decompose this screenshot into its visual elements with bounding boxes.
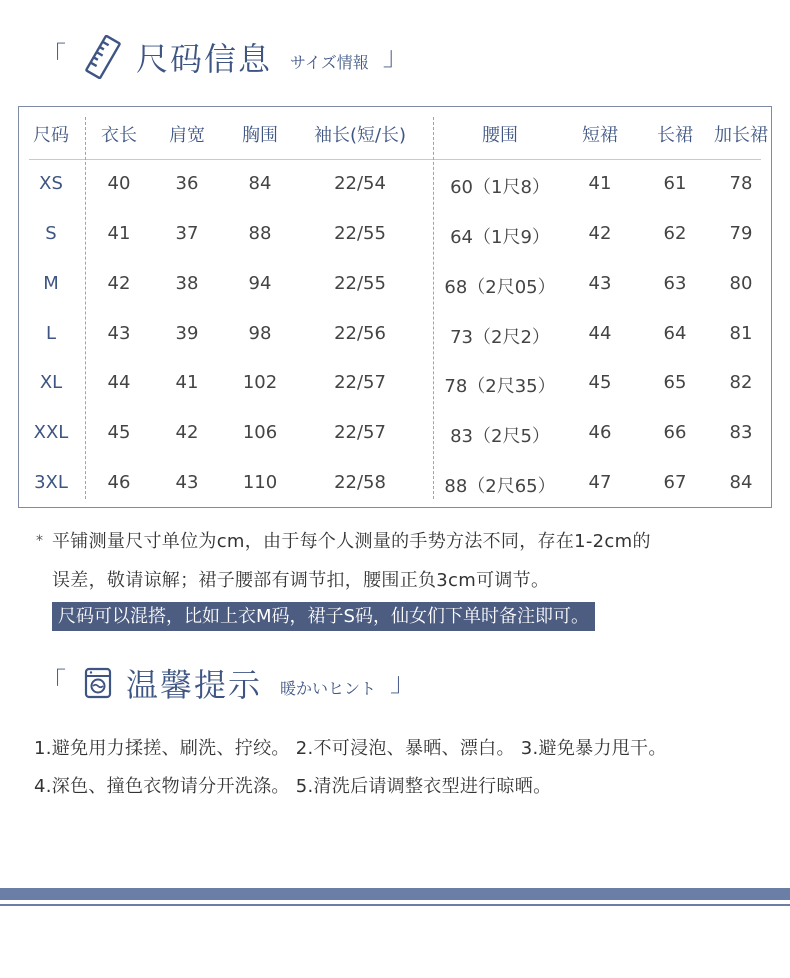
size-table	[18, 106, 772, 508]
table-cell: 84	[248, 173, 272, 194]
washing-machine-icon	[84, 667, 112, 699]
table-row	[19, 223, 771, 253]
table-cell: 37	[175, 223, 199, 244]
table-cell: 43	[588, 273, 612, 294]
table-cell: 22/55	[334, 273, 386, 294]
table-row	[19, 323, 771, 353]
table-header	[19, 107, 771, 161]
table-cell: 41	[175, 372, 199, 393]
column-header: 长裙	[657, 125, 693, 146]
care-line-2: 4.深色、撞色衣物请分开洗涤。 5.清洗后请调整衣型进行晾晒。	[34, 776, 552, 797]
table-cell: 43	[107, 323, 131, 344]
column-header: 胸围	[242, 125, 278, 146]
table-row	[19, 372, 771, 402]
column-header: 加长裙	[714, 125, 768, 146]
care-tips-title: 温馨提示	[126, 666, 263, 704]
footer-bar	[0, 888, 790, 900]
table-cell: 102	[242, 372, 278, 393]
size-label: XXL	[33, 422, 69, 443]
footer-line	[0, 904, 790, 906]
care-tips-header	[40, 660, 416, 706]
open-bracket: 「	[40, 668, 67, 698]
table-cell: 98	[248, 323, 272, 344]
care-line-1: 1.避免用力揉搓、刷洗、拧绞。 2.不可浸泡、暴晒、漂白。 3.避免暴力甩干。	[34, 738, 667, 759]
table-cell: 65	[663, 372, 687, 393]
note-line-2: 误差，敬请谅解；裙子腰部有调节扣，腰围正负3cm可调节。	[52, 570, 550, 591]
table-cell: 66	[663, 422, 687, 443]
table-cell: 39	[175, 323, 199, 344]
table-cell: 45	[588, 372, 612, 393]
column-header: 袖长(短/长)	[313, 125, 407, 146]
table-cell: 22/55	[334, 223, 386, 244]
table-cell: 43	[175, 472, 199, 493]
table-cell: 46	[588, 422, 612, 443]
note-line-1: 平铺测量尺寸单位为cm，由于每个人测量的手势方法不同，存在1-2cm的	[52, 531, 651, 552]
open-bracket: 「	[40, 42, 67, 72]
table-cell: 22/54	[334, 173, 386, 194]
table-cell: 79	[729, 223, 753, 244]
column-header: 尺码	[33, 125, 69, 146]
size-label: 3XL	[34, 472, 68, 493]
table-cell: 22/57	[334, 422, 386, 443]
table-cell: 36	[175, 173, 199, 194]
table-cell: 22/57	[334, 372, 386, 393]
table-cell: 78（2尺35）	[444, 376, 556, 397]
table-cell: 68（2尺05）	[444, 277, 556, 298]
table-row	[19, 472, 771, 502]
size-label: L	[45, 323, 57, 344]
table-cell: 42	[107, 273, 131, 294]
table-cell: 47	[588, 472, 612, 493]
table-cell: 42	[588, 223, 612, 244]
table-cell: 38	[175, 273, 199, 294]
mix-match-highlight: 尺码可以混搭，比如上衣M码，裙子S码，仙女们下单时备注即可。	[52, 602, 595, 631]
table-cell: 45	[107, 422, 131, 443]
table-cell: 64	[663, 323, 687, 344]
table-cell: 44	[107, 372, 131, 393]
table-cell: 80	[729, 273, 753, 294]
table-cell: 110	[242, 472, 278, 493]
column-header: 肩宽	[169, 125, 205, 146]
table-cell: 60（1尺8）	[450, 177, 550, 198]
table-cell: 67	[663, 472, 687, 493]
table-row	[19, 173, 771, 203]
table-cell: 88（2尺65）	[444, 476, 556, 497]
column-header: 衣长	[101, 125, 137, 146]
table-cell: 84	[729, 472, 753, 493]
column-header: 腰围	[482, 125, 518, 146]
size-info-header	[40, 34, 409, 80]
table-row	[19, 422, 771, 452]
table-cell: 62	[663, 223, 687, 244]
table-cell: 41	[588, 173, 612, 194]
size-label: XS	[39, 173, 63, 194]
close-bracket: 」	[390, 668, 417, 698]
size-label: XL	[39, 372, 63, 393]
table-cell: 42	[175, 422, 199, 443]
table-cell: 83	[729, 422, 753, 443]
table-cell: 83（2尺5）	[450, 426, 550, 447]
size-info-subtitle: サイズ情報	[290, 52, 369, 72]
header-divider	[29, 159, 761, 160]
table-cell: 44	[588, 323, 612, 344]
table-cell: 40	[107, 173, 131, 194]
table-row	[19, 273, 771, 303]
table-cell: 94	[248, 273, 272, 294]
table-cell: 22/58	[334, 472, 386, 493]
size-label: M	[43, 273, 59, 294]
ruler-icon	[84, 35, 122, 79]
table-cell: 106	[242, 422, 278, 443]
close-bracket: 」	[382, 42, 409, 72]
table-cell: 82	[729, 372, 753, 393]
note-star: *	[36, 533, 43, 549]
size-label: S	[45, 223, 57, 244]
column-header: 短裙	[582, 125, 618, 146]
table-cell: 41	[107, 223, 131, 244]
care-tips-subtitle: 暖かいヒント	[280, 678, 377, 698]
table-cell: 22/56	[334, 323, 386, 344]
table-cell: 61	[663, 173, 687, 194]
table-cell: 81	[729, 323, 753, 344]
table-cell: 64（1尺9）	[450, 227, 550, 248]
table-cell: 46	[107, 472, 131, 493]
table-cell: 78	[729, 173, 753, 194]
table-cell: 73（2尺2）	[450, 327, 550, 348]
size-info-title: 尺码信息	[136, 40, 273, 78]
table-cell: 88	[248, 223, 272, 244]
table-cell: 63	[663, 273, 687, 294]
